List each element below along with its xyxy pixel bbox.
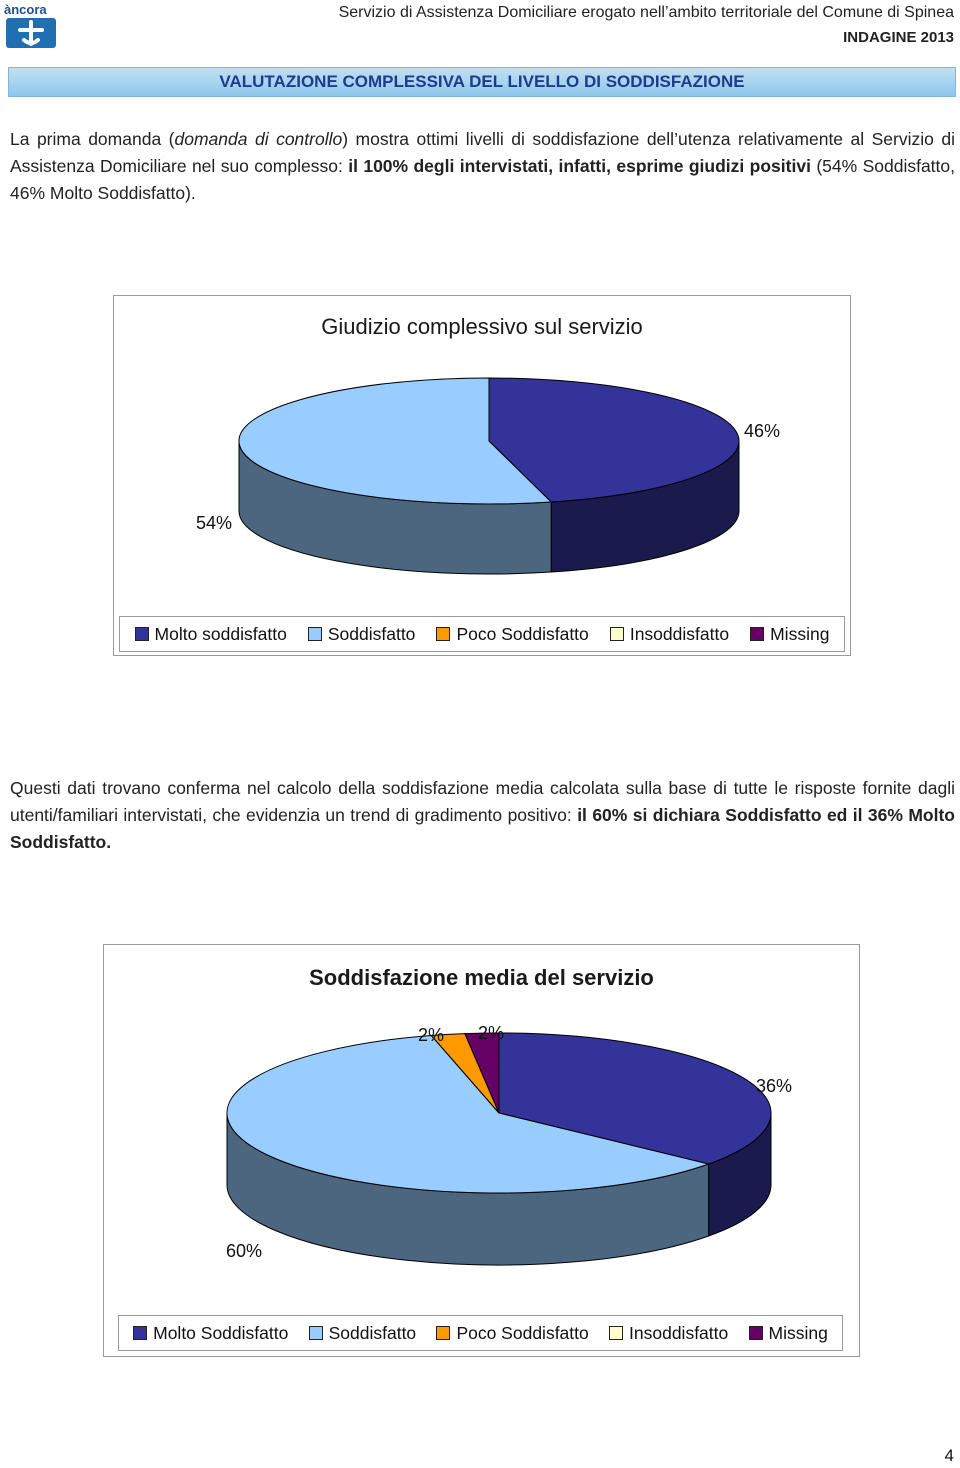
- legend-item-insoddisfatto: [610, 624, 729, 645]
- data-label-missing: 2%: [478, 1023, 505, 1043]
- chart-soddisfazione-media: [103, 944, 860, 1357]
- logo-text: àncora: [4, 2, 47, 17]
- legend-item-poco: [436, 1323, 588, 1344]
- page-number: 4: [944, 1446, 954, 1465]
- text-run: Questi dati trovano conferma nel calcolo della soddisfazione media calcolata sulla base di tutte le risposte fornite dagli utenti/familiari intervistati, che evidenzia un trend di gradimento positivo:: [10, 778, 955, 825]
- legend-item-soddisfatto: [308, 624, 416, 645]
- legend-label: Poco Soddisfatto: [456, 1322, 589, 1343]
- text-run-italic: domanda di controllo: [174, 129, 343, 149]
- section-title: VALUTAZIONE COMPLESSIVA DEL LIVELLO DI SODDISFAZIONE: [8, 67, 956, 97]
- ancora-logo: [4, 2, 60, 50]
- legend-label: Missing: [768, 1322, 828, 1343]
- legend-swatch: [133, 1326, 147, 1340]
- chart-title: Giudizio complessivo sul servizio: [321, 314, 643, 339]
- legend-label: Insoddisfatto: [629, 1322, 729, 1343]
- data-label-poco: 2%: [418, 1025, 445, 1045]
- legend-label: Soddisfatto: [327, 623, 416, 644]
- data-label-soddisfatto: 54%: [196, 513, 233, 533]
- chart-legend: [119, 616, 845, 652]
- legend-swatch: [135, 627, 149, 641]
- legend-item-missing: [749, 1323, 828, 1344]
- legend-swatch: [610, 627, 624, 641]
- text-run-bold: il 100% degli intervistati, infatti, esprime giudizi positivi: [348, 156, 811, 176]
- data-label-molto: 46%: [744, 421, 781, 441]
- legend-item-insoddisfatto: [609, 1323, 728, 1344]
- legend-item-soddisfatto: [309, 1323, 417, 1344]
- legend-item-molto: [133, 1323, 288, 1344]
- legend-swatch: [309, 1326, 323, 1340]
- intro-paragraph: [10, 126, 955, 207]
- legend-swatch: [436, 627, 450, 641]
- legend-label: Molto soddisfatto: [154, 623, 287, 644]
- data-label-soddisfatto: 60%: [226, 1241, 263, 1261]
- chart-legend: [118, 1315, 843, 1351]
- text-run: La prima domanda (: [10, 129, 175, 149]
- legend-swatch: [308, 627, 322, 641]
- legend-item-poco: [436, 624, 588, 645]
- analysis-paragraph: [10, 775, 955, 856]
- chart-giudizio-complessivo: [113, 295, 851, 656]
- logo-mark: [6, 18, 56, 48]
- legend-swatch: [436, 1326, 450, 1340]
- data-label-molto: 36%: [756, 1076, 793, 1096]
- legend-label: Soddisfatto: [328, 1322, 417, 1343]
- pie-chart-1: [114, 296, 850, 655]
- text-run: ) mostra ottimi livelli di soddisfazione dell’utenza relativamente al Servizio di Assistenza Domiciliare nel suo complesso:: [10, 129, 955, 176]
- legend-label: Molto Soddisfatto: [153, 1322, 289, 1343]
- header-title: Servizio di Assistenza Domiciliare erogato nell’ambito territoriale del Comune di Spinea: [338, 4, 954, 21]
- chart-title: Soddisfazione media del servizio: [309, 965, 654, 990]
- legend-item-missing: [750, 624, 829, 645]
- legend-label: Insoddisfatto: [629, 623, 730, 644]
- pie-chart-2: [104, 945, 859, 1356]
- legend-swatch: [750, 627, 764, 641]
- legend-label: Missing: [770, 623, 830, 644]
- legend-label: Poco Soddisfatto: [456, 623, 589, 644]
- text-run: (54% Soddisfatto, 46% Molto Soddisfatto).: [10, 156, 955, 203]
- text-run-bold: il 60% si dichiara Soddisfatto ed il 36% Molto Soddisfatto.: [10, 805, 955, 852]
- header-subtitle: INDAGINE 2013: [843, 29, 954, 46]
- legend-swatch: [749, 1326, 763, 1340]
- legend-item-molto: [135, 624, 287, 645]
- legend-swatch: [609, 1326, 623, 1340]
